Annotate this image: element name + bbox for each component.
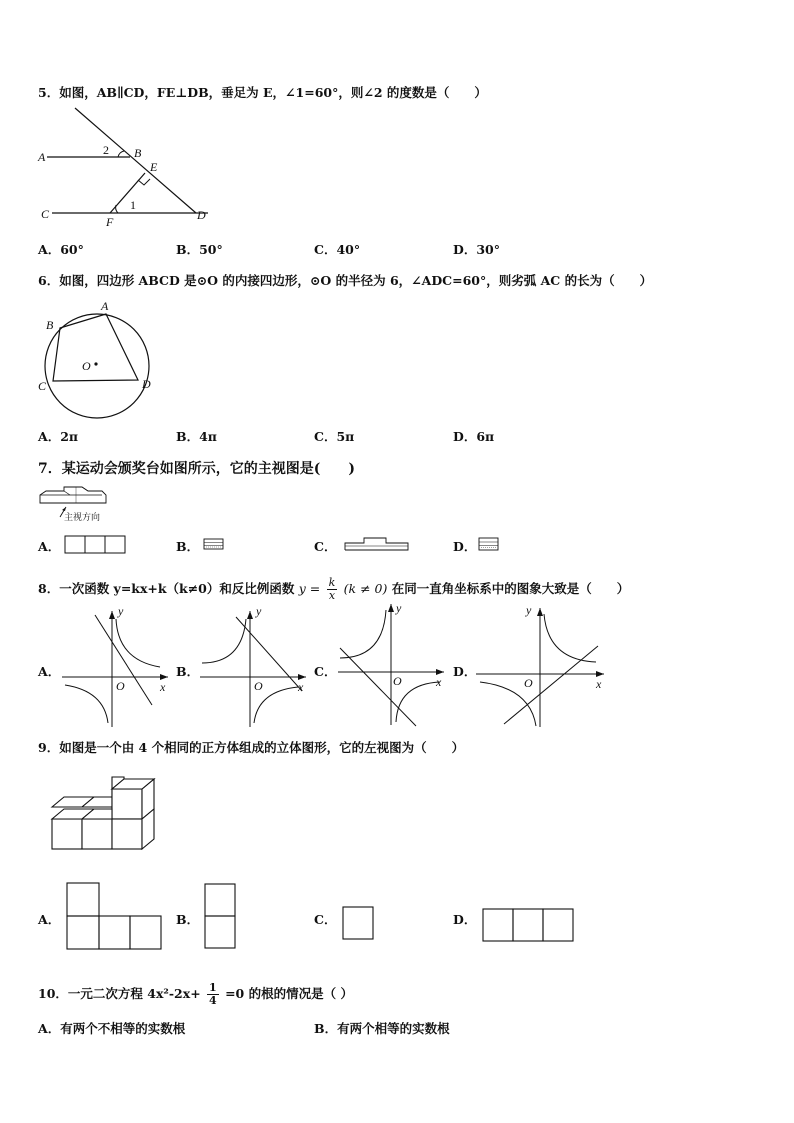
equation-fraction — [207, 982, 219, 1007]
label-b: B — [134, 146, 142, 160]
q5-option-a[interactable]: A．60° — [38, 242, 84, 257]
q8-option-b[interactable]: B． — [176, 664, 200, 679]
q6-option-a[interactable]: A．2π — [38, 429, 79, 444]
axis-x-label: x — [160, 680, 166, 694]
q9-option-d[interactable]: D． — [453, 912, 477, 927]
label-angle-2: 2 — [103, 143, 109, 157]
question-8-text-after: 在同一直角坐标系中的图象大致是（ ） — [391, 581, 630, 596]
question-8-text — [38, 577, 629, 602]
label-b: B — [46, 318, 54, 332]
question-5-figure — [30, 105, 230, 230]
question-10-text — [38, 982, 353, 1007]
formula-denominator: x — [328, 589, 336, 602]
label-a: A — [38, 150, 46, 164]
question-10-text-after: =0 的根的情况是（ ） — [225, 986, 353, 1001]
q9-option-c[interactable]: C． — [314, 912, 337, 927]
label-d: D — [142, 377, 151, 391]
q9-option-a[interactable]: A． — [38, 912, 61, 927]
q5-option-c[interactable]: C．40° — [314, 242, 361, 257]
label-angle-1: 1 — [130, 198, 136, 212]
q7-option-d[interactable]: D． — [453, 539, 477, 554]
origin-label: O — [116, 679, 125, 693]
formula-condition: (k ≠ 0) — [343, 581, 388, 596]
fraction-numerator: 1 — [209, 981, 217, 994]
question-8-text-before: 8．一次函数 y=kx+k（k≠0）和反比例函数 — [38, 581, 295, 596]
label-d: D — [197, 208, 206, 222]
formula-numerator: k — [328, 576, 336, 589]
axis-x-label: x — [596, 677, 602, 691]
axis-y-label: y — [526, 603, 532, 617]
q5-option-d[interactable]: D．30° — [453, 242, 500, 257]
q5-option-b[interactable]: B．50° — [176, 242, 223, 257]
label-e: E — [150, 160, 158, 174]
label-c: C — [41, 207, 50, 221]
q7-option-a[interactable]: A． — [38, 539, 61, 554]
axis-y-label: y — [118, 604, 124, 618]
q8-option-a[interactable]: A． — [38, 664, 61, 679]
q7-option-b-figure[interactable] — [203, 538, 225, 552]
question-9-text: 9．如图是一个由 4 个相同的正方体组成的立体图形，它的左视图为（ ） — [38, 740, 465, 755]
view-direction-label: 主视方向 — [64, 513, 101, 523]
q6-option-b[interactable]: B．4π — [176, 429, 217, 444]
question-6-figure — [30, 298, 160, 418]
question-6-text: 6．如图，四边形 ABCD 是⊙O 的内接四边形，⊙O 的半径为 6，∠ADC=60°，则劣弧 AC 的长为（ ） — [38, 273, 653, 288]
fraction-denominator: 4 — [209, 994, 217, 1007]
question-10-text-before: 10．一元二次方程 4x²-2x+ — [38, 986, 201, 1001]
q9-option-a-figure[interactable] — [66, 882, 164, 952]
q9-option-d-figure[interactable] — [482, 908, 576, 944]
label-o: O — [82, 359, 91, 373]
q8-option-b-graph[interactable] — [198, 605, 313, 730]
q7-option-d-figure[interactable] — [478, 537, 500, 552]
q7-option-b[interactable]: B． — [176, 539, 200, 554]
question-7-text: 7．某运动会颁奖台如图所示，它的主视图是( ) — [38, 461, 355, 477]
q8-option-a-graph[interactable] — [60, 605, 175, 730]
q7-option-a-figure[interactable] — [64, 535, 128, 555]
formula-fraction — [327, 577, 338, 602]
q6-option-c[interactable]: C．5π — [314, 429, 355, 444]
origin-label: O — [254, 679, 263, 693]
q10-option-b[interactable]: B．有两个相等的实数根 — [314, 1021, 450, 1036]
q8-option-d-graph[interactable] — [474, 602, 609, 730]
axis-y-label: y — [396, 601, 402, 615]
axis-y-label: y — [256, 604, 262, 618]
label-c: C — [38, 379, 47, 393]
q10-option-a[interactable]: A．有两个不相等的实数根 — [38, 1021, 186, 1036]
q9-option-c-figure[interactable] — [342, 906, 376, 942]
axis-x-label: x — [436, 675, 442, 689]
q8-option-c-graph[interactable] — [336, 600, 451, 730]
formula-y: y = — [298, 581, 321, 596]
origin-label: O — [524, 676, 533, 690]
q6-option-d[interactable]: D．6π — [453, 429, 495, 444]
question-5-text: 5．如图，AB∥CD，FE⊥DB，垂足为 E，∠1=60°，则∠2 的度数是（ ） — [38, 85, 487, 100]
q8-option-c[interactable]: C． — [314, 664, 337, 679]
q7-option-c-figure[interactable] — [344, 535, 412, 553]
label-f: F — [106, 215, 114, 229]
axis-x-label: x — [298, 680, 304, 694]
origin-label: O — [393, 674, 402, 688]
q9-option-b[interactable]: B． — [176, 912, 200, 927]
q7-option-c[interactable]: C． — [314, 539, 337, 554]
q9-option-b-figure[interactable] — [204, 883, 238, 951]
q8-option-d[interactable]: D． — [453, 664, 477, 679]
question-9-figure — [46, 775, 161, 853]
label-a: A — [101, 299, 109, 313]
